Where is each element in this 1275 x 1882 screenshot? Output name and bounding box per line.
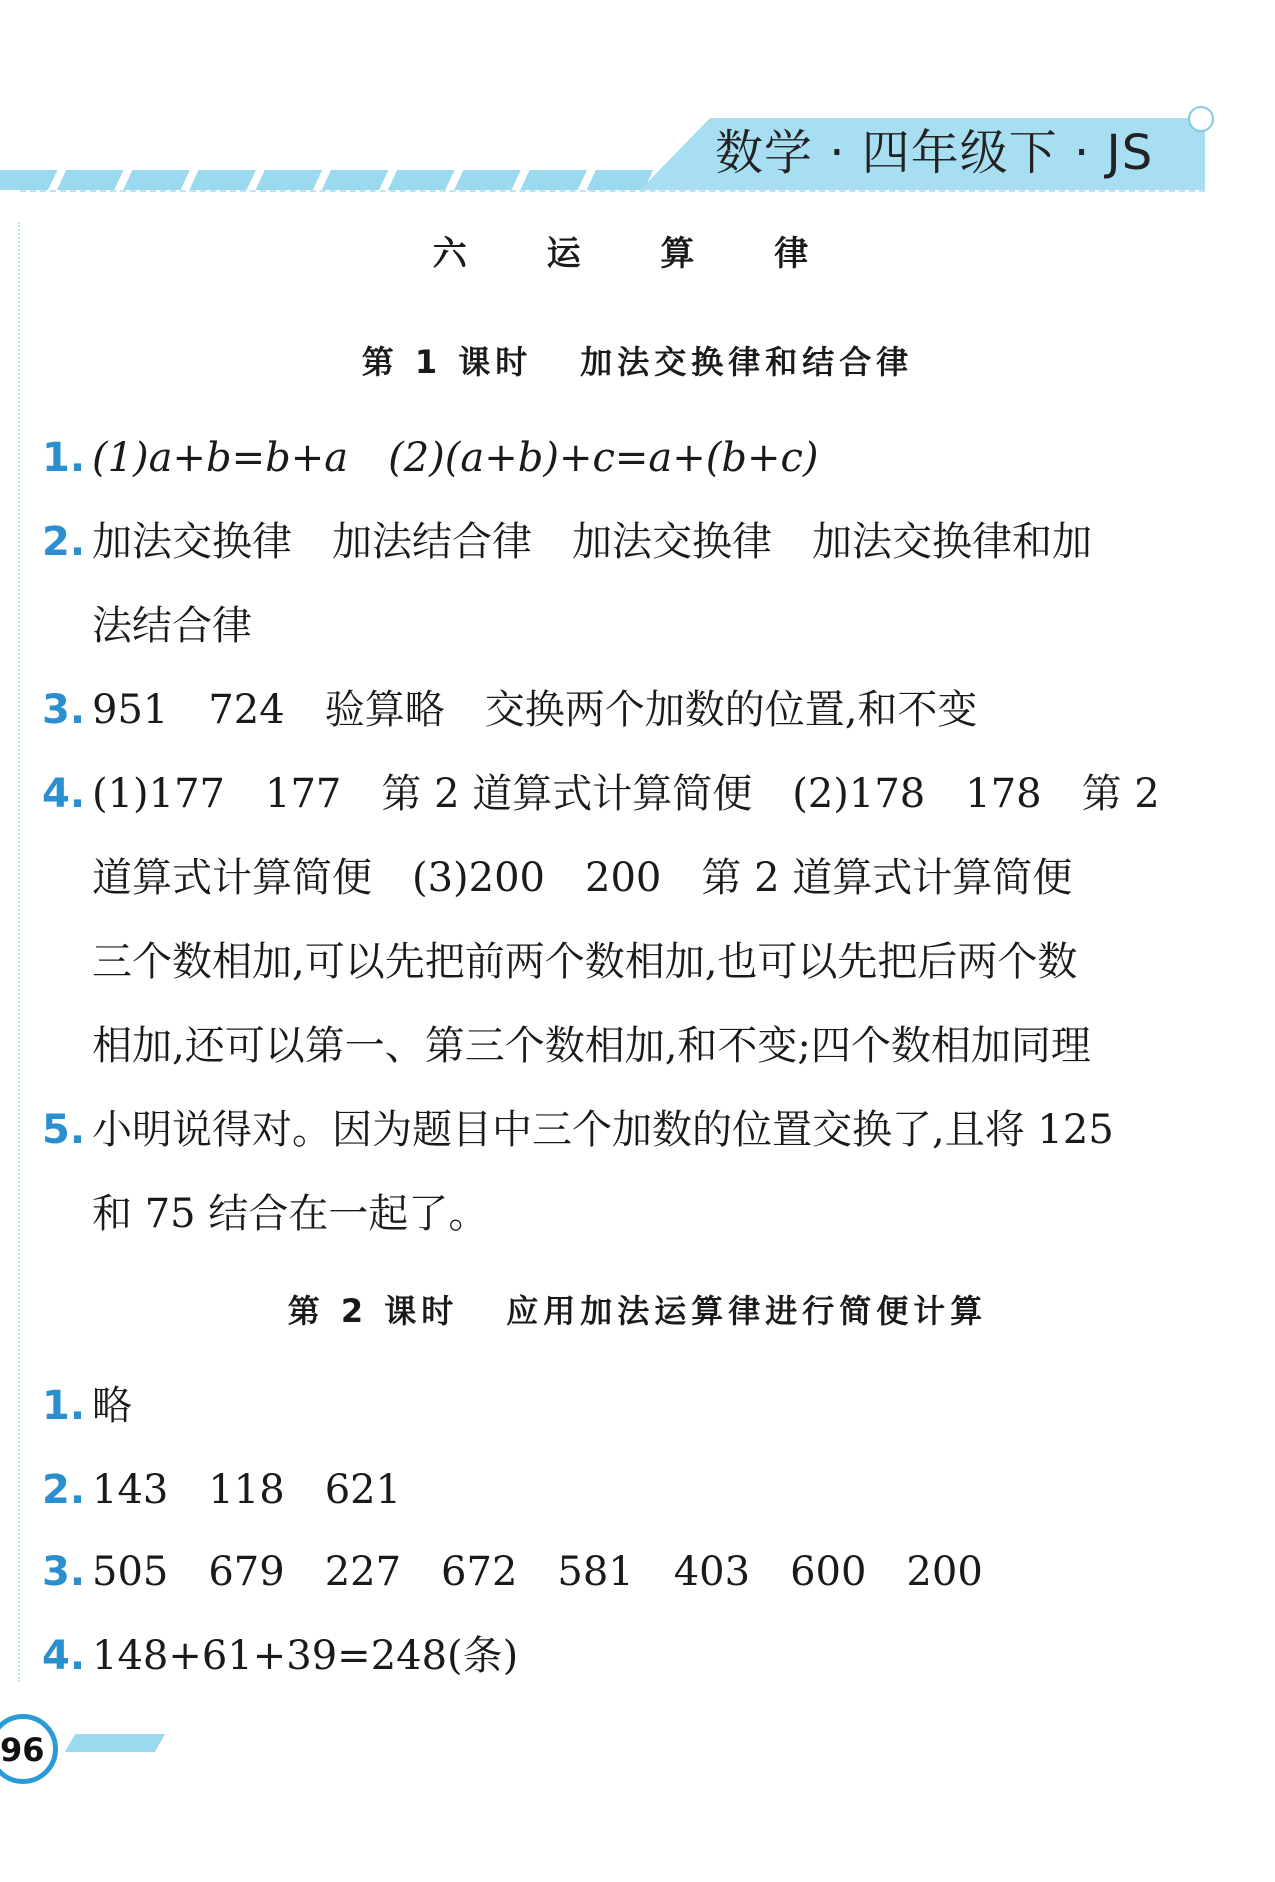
lesson1-heading — [0, 337, 1275, 383]
answer-line: (1)a+b=b+a (2)(a+b)+c=a+(b+c) — [92, 435, 819, 481]
answer-line: 三个数相加,可以先把前两个数相加,也可以先把后两个数 — [92, 939, 1078, 985]
item-number: 2. — [42, 519, 86, 565]
lesson1-item-2 — [42, 500, 1237, 668]
answer-line: 法结合律 — [92, 603, 252, 649]
answer-line: (1)177 177 第 2 道算式计算简便 (2)178 178 第 2 — [92, 771, 1160, 817]
answer-line: 148+61+39=248(条) — [92, 1633, 519, 1679]
answer-line: 道算式计算简便 (3)200 200 第 2 道算式计算简便 — [92, 855, 1073, 901]
item-number: 3. — [42, 1549, 86, 1595]
margin-guide-line — [18, 222, 20, 1682]
item-number: 1. — [42, 1383, 86, 1429]
lesson2-item-1 — [42, 1364, 1237, 1448]
lesson1-item-1 — [42, 416, 1237, 500]
header-divider — [20, 190, 1205, 192]
answer-line: 951 724 验算略 交换两个加数的位置,和不变 — [92, 687, 978, 733]
chapter-title: 六 运 算 律 — [432, 234, 843, 274]
lesson1-name: 加法交换律和结合律 — [580, 343, 914, 381]
answer-line: 加法交换律 加法结合律 加法交换律 加法交换律和加 — [92, 519, 1092, 565]
lesson1-item-5 — [42, 1088, 1237, 1256]
item-number: 3. — [42, 687, 86, 733]
lesson1-item-3 — [42, 668, 1237, 752]
lesson2-item-2 — [42, 1448, 1237, 1532]
item-number: 5. — [42, 1107, 86, 1153]
page-number: 96 — [0, 1731, 45, 1769]
lesson1-item-4 — [42, 752, 1237, 1088]
lesson2-label: 第 2 课时 — [287, 1292, 459, 1330]
item-number: 4. — [42, 771, 86, 817]
answer-line: 143 118 621 — [92, 1467, 402, 1513]
lesson2-item-4 — [42, 1614, 1237, 1698]
item-number: 1. — [42, 435, 86, 481]
header-stripe-band — [0, 170, 700, 190]
lesson1-label: 第 1 课时 — [361, 343, 533, 381]
answer-line: 相加,还可以第一、第三个数相加,和不变;四个数相加同理 — [92, 1023, 1091, 1069]
lesson2-heading — [0, 1286, 1275, 1332]
answer-line: 略 — [92, 1383, 132, 1429]
footer-decoration — [65, 1734, 165, 1752]
lesson2-name: 应用加法运算律进行简便计算 — [506, 1292, 988, 1330]
header-ring-decoration — [1188, 106, 1214, 132]
header-title: 数学 · 四年级下 · JS — [715, 125, 1154, 181]
answer-line: 和 75 结合在一起了。 — [92, 1191, 489, 1237]
item-number: 2. — [42, 1467, 86, 1513]
answer-line: 小明说得对。因为题目中三个加数的位置交换了,且将 125 — [92, 1107, 1114, 1153]
item-number: 4. — [42, 1633, 86, 1679]
answer-line: 505 679 227 672 581 403 600 200 — [92, 1549, 983, 1595]
lesson2-item-3 — [42, 1530, 1237, 1614]
